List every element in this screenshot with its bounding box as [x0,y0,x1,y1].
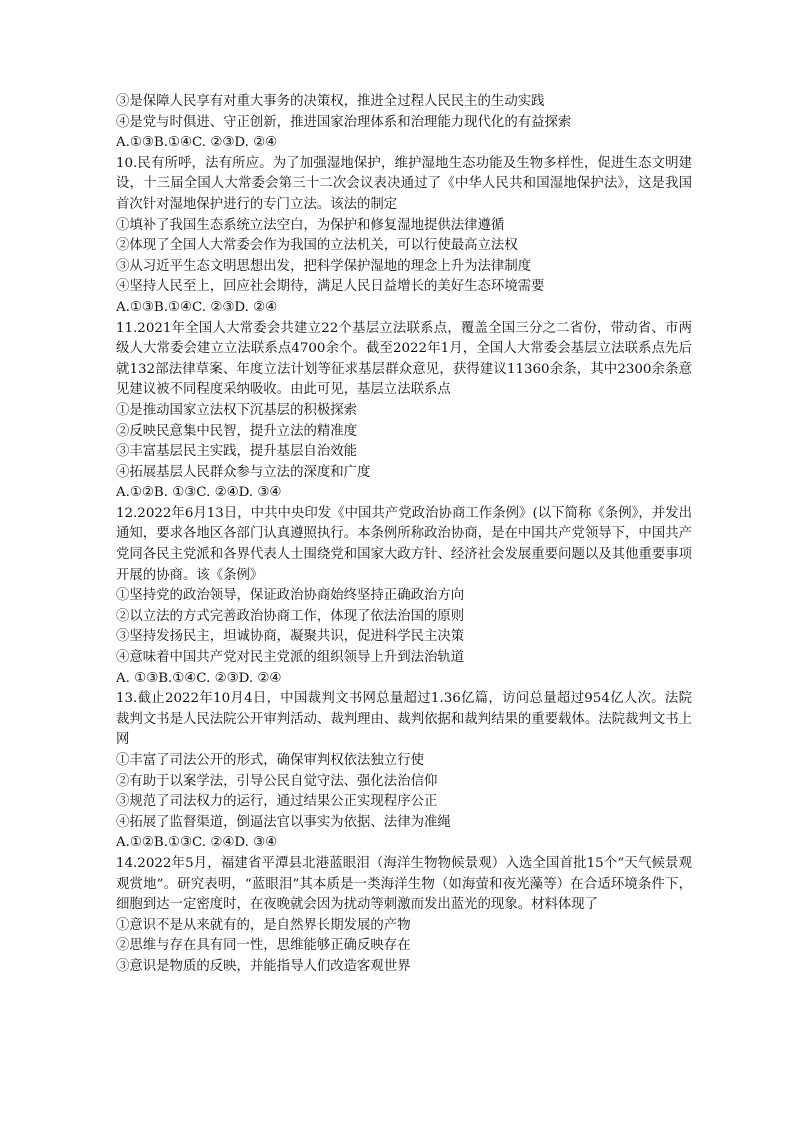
option-line: ②以立法的方式完善政治协商工作，体现了依法治国的原则 [116,608,465,624]
question-12 [116,504,692,689]
option-line: ②反映民意集中民智，提升立法的精准度 [116,423,358,439]
option-line: ③规范了司法权力的运行，通过结果公正实现程序公正 [116,794,438,810]
option-line: ④是党与时俱进、守正创新，推进国家治理体系和治理能力现代化的有益探索 [116,114,572,130]
option-line: ①填补了我国生态系统立法空白，为保护和修复湿地提供法律遵循 [116,217,505,233]
option-line: ③从习近平生态文明思想出发，把科学保护湿地的理念上升为法律制度 [116,258,532,274]
question-13 [116,689,692,854]
option-line: ③意识是物质的反映，并能指导人们改造客观世界 [116,958,411,974]
option-line: ②体现了全国人大常委会作为我国的立法机关，可以行使最高立法权 [116,238,518,254]
option-line: ④拓展了监督渠道，倒逼法官以事实为依据、法律为准绳 [116,814,451,830]
option-line: ③丰富基层民主实践，提升基层自治效能 [116,444,358,460]
document-page [116,92,692,978]
question-stem: 13.截止2022年10月4日，中国裁判文书网总量超过1.36亿篇，访问总量超过954亿人次。法院裁判文书是人民法院公开审判活动、裁判理由、裁判依据和裁判结果的重要载体。法院裁判文书上网 [116,691,692,748]
question-stem: 12.2022年6月13日，中共中央印发《中国共产党政治协商工作条例》(以下简称《条例》，并发出通知，要求各地区各部门认真遵照执行。本条例所称政治协商，是在中国共产党领导下，中国共产党同各民主党派和各界代表人士围绕党和国家大政方针、经济社会发展重要问题以及其他重要事项开展的协商。该《条例》 [116,505,692,583]
option-line: ②有助于以案学法，引导公民自觉守法、强化法治信仰 [116,773,438,789]
option-line: ④拓展基层人民群众参与立法的深度和广度 [116,464,371,480]
answer-choices: A.①②B. ①③C. ②④D. ③④ [116,485,282,501]
question-14 [116,854,692,978]
option-line: ①丰富了司法公开的形式，确保审判权依法独立行使 [116,753,424,768]
answer-choices: A. ①③B.①④C. ②③D. ②④ [116,670,282,686]
answer-choices: A.①③B.①④C. ②③D. ②④ [116,299,278,315]
option-line: ④坚持人民至上，回应社会期待，满足人民日益增长的美好生态环境需要 [116,279,545,295]
answer-choices: A.①③B.①④C. ②③D. ②④ [116,135,278,151]
question-stem: 10.民有所呼，法有所应。为了加强湿地保护，维护湿地生态功能及生物多样性，促进生态文明建设，十三届全国人大常委会第三十二次会议表决通过了《中华人民共和国湿地保护法》，这是我国首次针对湿地保护进行的专门立法。该法的制定 [116,155,692,212]
option-line: ①意识不是从来就有的，是自然界长期发展的产物 [116,917,411,933]
question-11 [116,319,692,504]
option-line: ①坚持党的政治领导，保证政治协商始终坚持正确政治方向 [116,588,465,604]
question-stem: 11.2021年全国人大常委会共建立22个基层立法联系点，覆盖全国三分之二省份，带动省、市两级人大常委会建立立法联系点4700余个。截至2022年1月，全国人大常委会基层立法联系点先后就132部法律草案、年度立法计划等征求基层群众意见，获得建议11360余条，其中2300余条意见建议被不同程度采纳吸收。由此可见，基层立法联系点 [116,320,692,398]
answer-choices: A.①②B.①③C. ②④D. ③④ [116,835,278,851]
option-line: ④意味着中国共产党对民主党派的组织领导上升到法治轨道 [116,650,465,666]
option-line: ②思维与存在具有同一性，思维能够正确反映存在 [116,938,411,954]
option-line: ①是推动国家立法权下沉基层的积极探索 [116,402,358,418]
option-line: ③坚持发扬民主，坦诚协商，凝聚共识，促进科学民主决策 [116,629,465,645]
option-line: ③是保障人民享有对重大事务的决策权，推进全过程人民民主的生动实践 [116,94,545,109]
question-10 [116,154,692,319]
question-stem: 14.2022年5月，福建省平潭县北港蓝眼泪（海洋生物物候景观）入选全国首批15个“天气候景观观赏地”。研究表明，“蓝眼泪”其本质是一类海洋生物（如海萤和夜光藻等）在合适环境条件下，细胞到达一定密度时，在夜晚就会因为扰动等刺激而发出蓝光的现象。材料体现了 [116,855,692,913]
